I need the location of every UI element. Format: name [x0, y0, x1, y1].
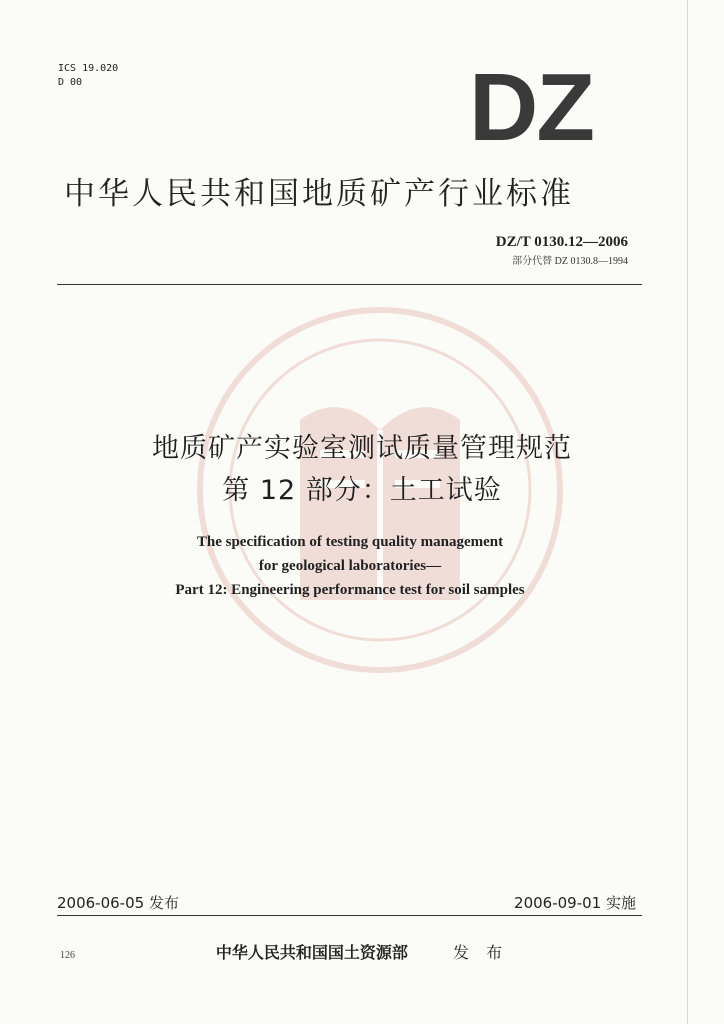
standard-category-title: 中华人民共和国地质矿产行业标准	[64, 176, 574, 212]
logo-letter-z: Z	[536, 54, 595, 161]
bottom-divider	[57, 915, 642, 916]
top-divider	[57, 284, 642, 285]
issuer-org: 中华人民共和国国土资源部	[215, 943, 408, 962]
issuer-action: 发 布	[453, 943, 509, 962]
ccs-code: D 00	[58, 77, 83, 88]
chinese-title-line2: 第 12 部分：土工试验	[222, 475, 502, 506]
classification-codes	[58, 62, 118, 90]
scan-edge	[687, 0, 688, 1024]
page-number: 126	[60, 950, 75, 961]
standard-number: DZ/T 0130.12—2006	[495, 234, 628, 250]
english-title-line2: for geological laboratories—	[258, 558, 442, 574]
implement-date: 2006-09-01 实施	[514, 894, 636, 912]
dz-logo	[462, 54, 602, 161]
publish-date: 2006-06-05 发布	[57, 894, 179, 912]
replaces-note: 部分代替 DZ 0130.8—1994	[512, 256, 628, 267]
ics-code: ICS 19.020	[58, 63, 119, 74]
logo-letter-d: D	[469, 54, 537, 161]
issuer-line	[0, 940, 724, 963]
english-title-line3: Part 12: Engineering performance test for soil samples	[175, 582, 525, 598]
standard-number-block	[496, 234, 628, 267]
english-title-line1: The specification of testing quality management	[196, 534, 504, 550]
chinese-title-line1: 地质矿产实验室测试质量管理规范	[152, 433, 572, 464]
english-title	[0, 530, 700, 602]
